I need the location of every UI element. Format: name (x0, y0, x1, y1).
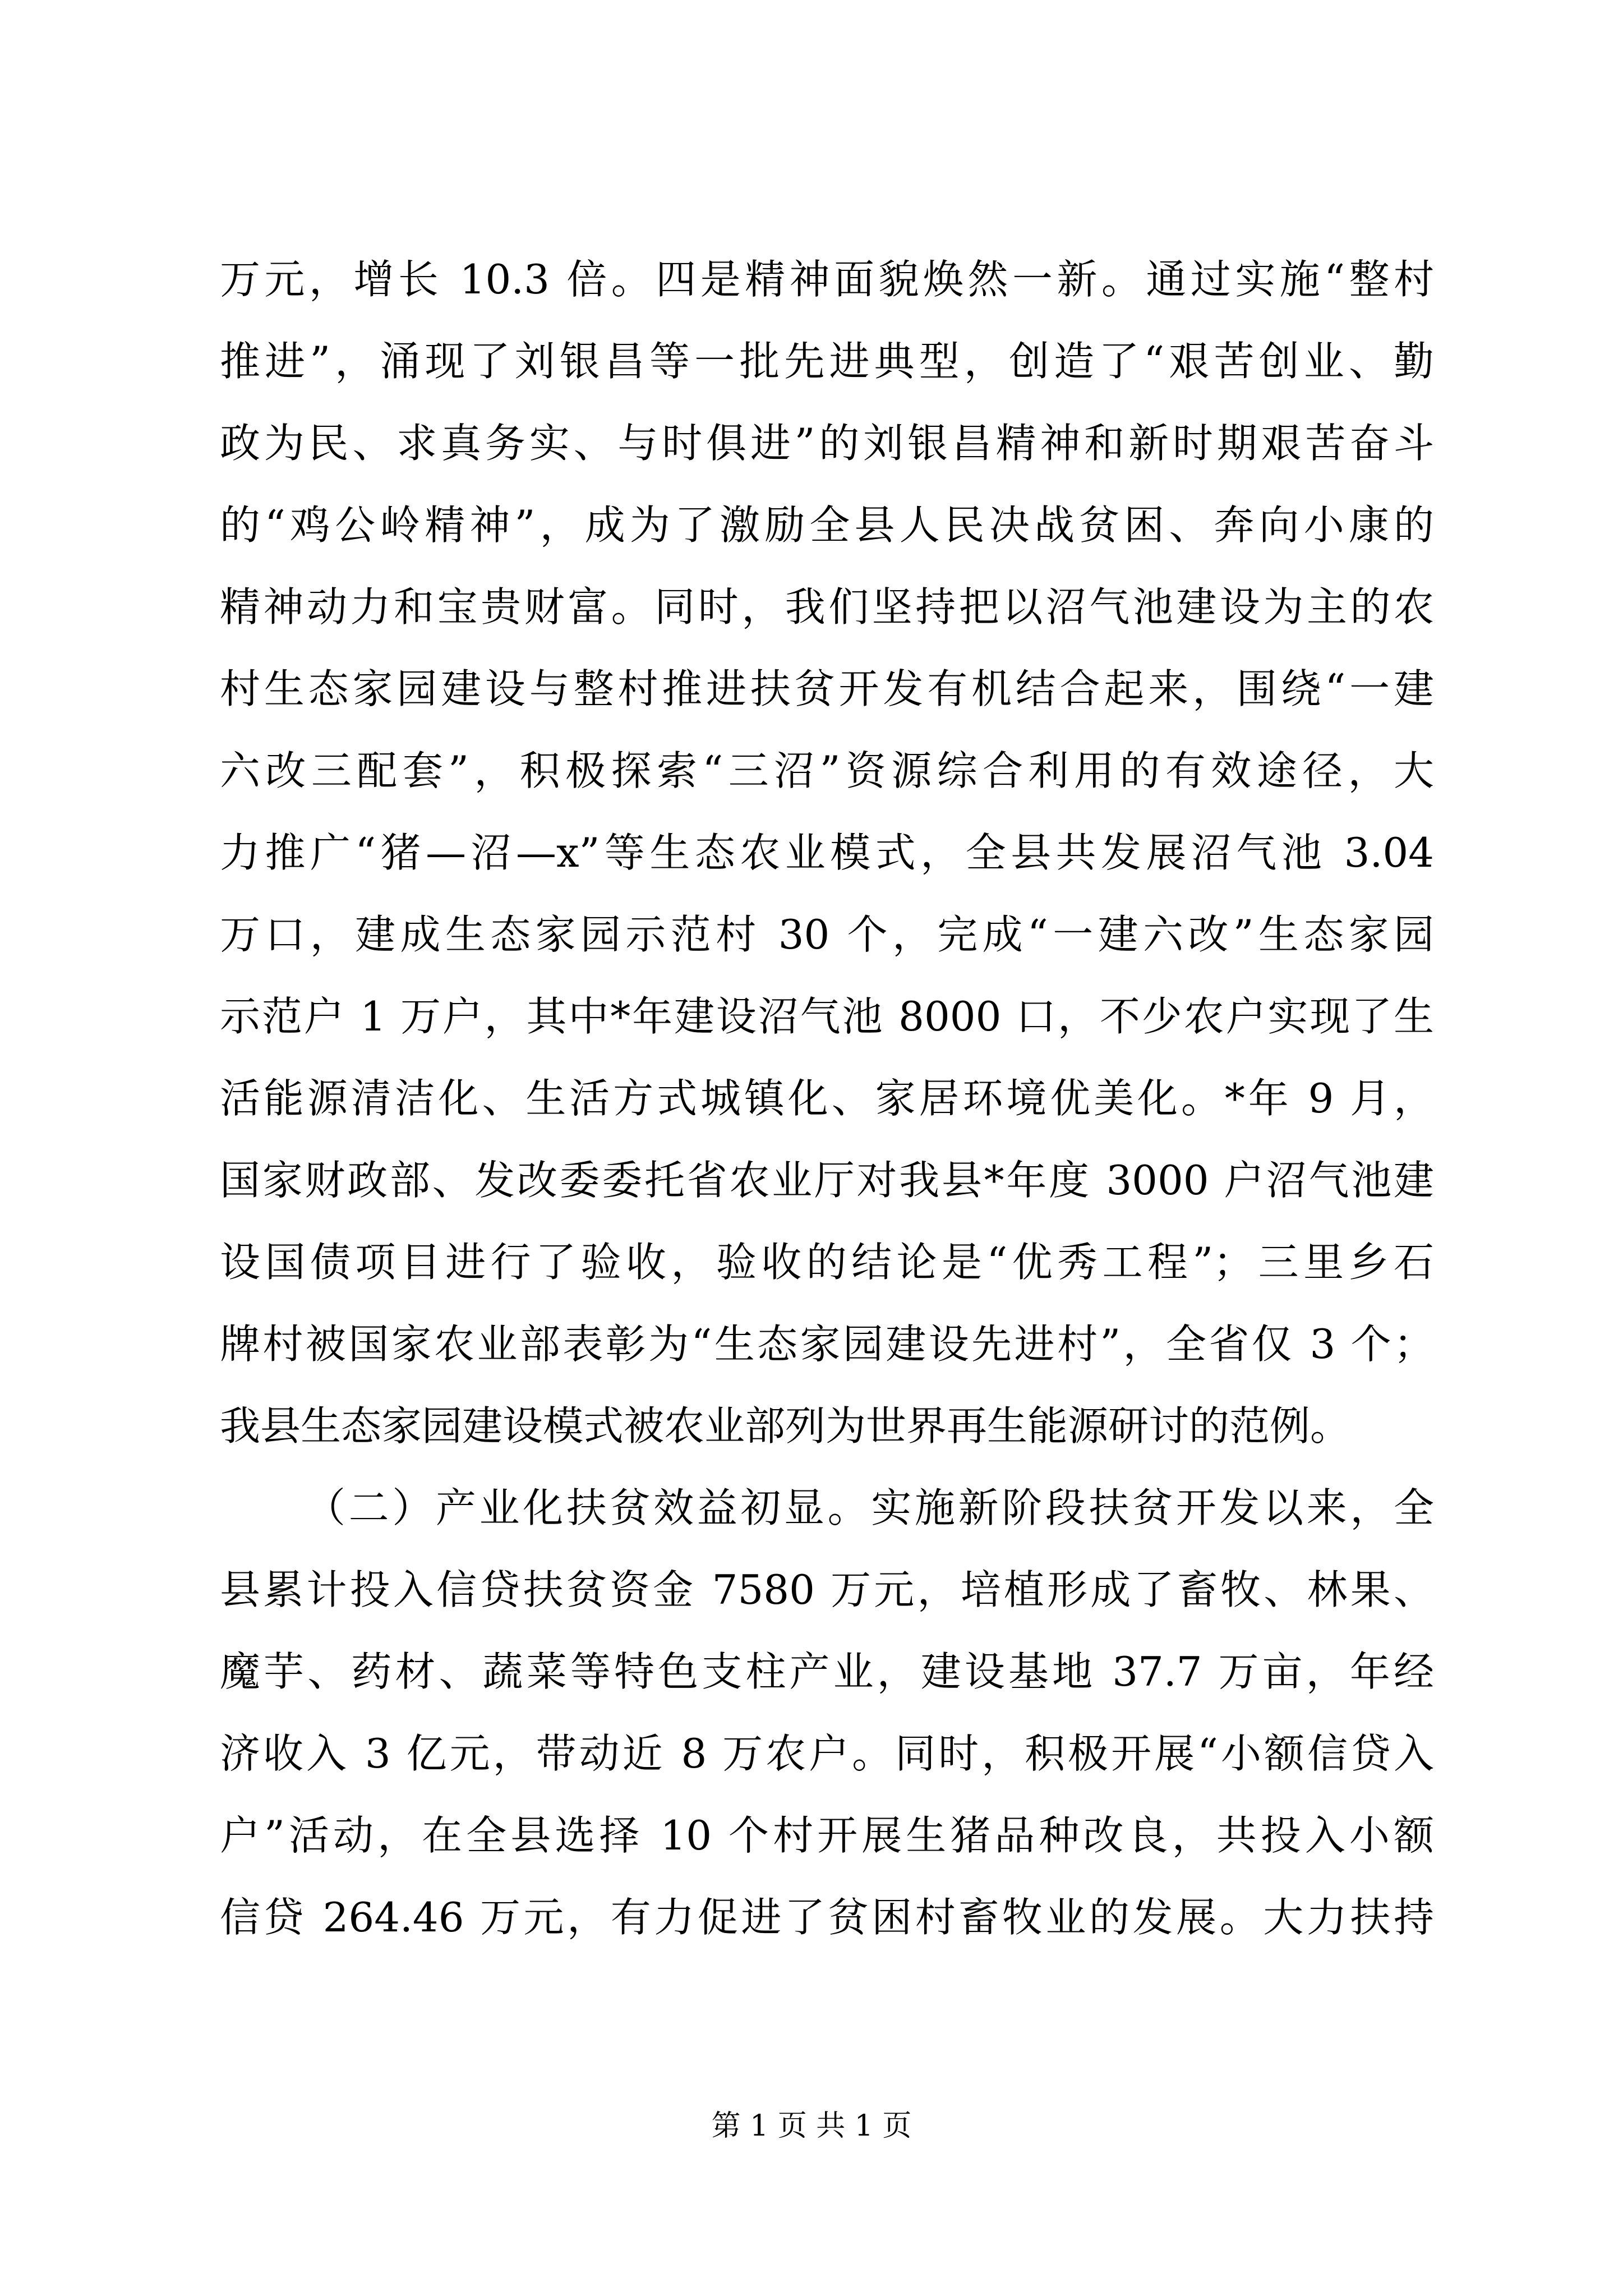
text-line: 政为民、求真务实、与时俱进”的刘银昌精神和新时期艰苦奋斗 (220, 420, 1434, 467)
document-body (220, 238, 1434, 1958)
text-line: 示范户 1 万户，其中*年建设沼气池 8000 口，不少农户实现了生 (220, 993, 1434, 1040)
text-line: 国家财政部、发改委委托省农业厅对我县*年度 3000 户沼气池建 (220, 1157, 1434, 1204)
text-line: 六改三配套”，积极探索“三沼”资源综合利用的有效途径，大 (220, 747, 1434, 794)
text-line: 村生态家园建设与整村推进扶贫开发有机结合起来，围绕“一建 (220, 665, 1434, 712)
text-line: 活能源清洁化、生活方式城镇化、家居环境优美化。*年 9 月， (220, 1075, 1434, 1122)
paragraph-end-line: 我县生态家园建设模式被农业部列为世界再生能源研讨的范例。 (220, 1402, 1351, 1450)
page-footer (0, 2106, 1623, 2146)
text-line: 户”活动，在全县选择 10 个村开展生猪品种改良，共投入小额 (220, 1812, 1434, 1859)
text-line: 精神动力和宝贵财富。同时，我们坚持把以沼气池建设为主的农 (220, 583, 1434, 631)
text-line: 的“鸡公岭精神”，成为了激励全县人民决战贫困、奔向小康的 (220, 501, 1434, 549)
text-line: 信贷 264.46 万元，有力促进了贫困村畜牧业的发展。大力扶持 (220, 1894, 1434, 1941)
text-line: 县累计投入信贷扶贫资金 7580 万元，培植形成了畜牧、林果、 (220, 1566, 1434, 1613)
text-line: 万口，建成生态家园示范村 30 个，完成“一建六改”生态家园 (220, 911, 1434, 958)
paragraph-first-line: （二）产业化扶贫效益初显。实施新阶段扶贫开发以来，全 (305, 1484, 1434, 1531)
text-line: 济收入 3 亿元，带动近 8 万农户。同时，积极开展“小额信贷入 (220, 1730, 1434, 1777)
text-line: 推进”，涌现了刘银昌等一批先进典型，创造了“艰苦创业、勤 (220, 338, 1434, 385)
text-line: 牌村被国家农业部表彰为“生态家园建设先进村”，全省仅 3 个； (220, 1320, 1434, 1368)
page-number-label: 第 1 页 共 1 页 (711, 2109, 912, 2143)
text-line: 万元，增长 10.3 倍。四是精神面貌焕然一新。通过实施“整村 (220, 256, 1434, 303)
text-line: 力推广“猪—沼—x”等生态农业模式，全县共发展沼气池 3.04 (220, 829, 1434, 876)
text-line: 设国债项目进行了验收，验收的结论是“优秀工程”；三里乡石 (220, 1239, 1434, 1286)
text-line: 魔芋、药材、蔬菜等特色支柱产业，建设基地 37.7 万亩，年经 (220, 1648, 1434, 1695)
